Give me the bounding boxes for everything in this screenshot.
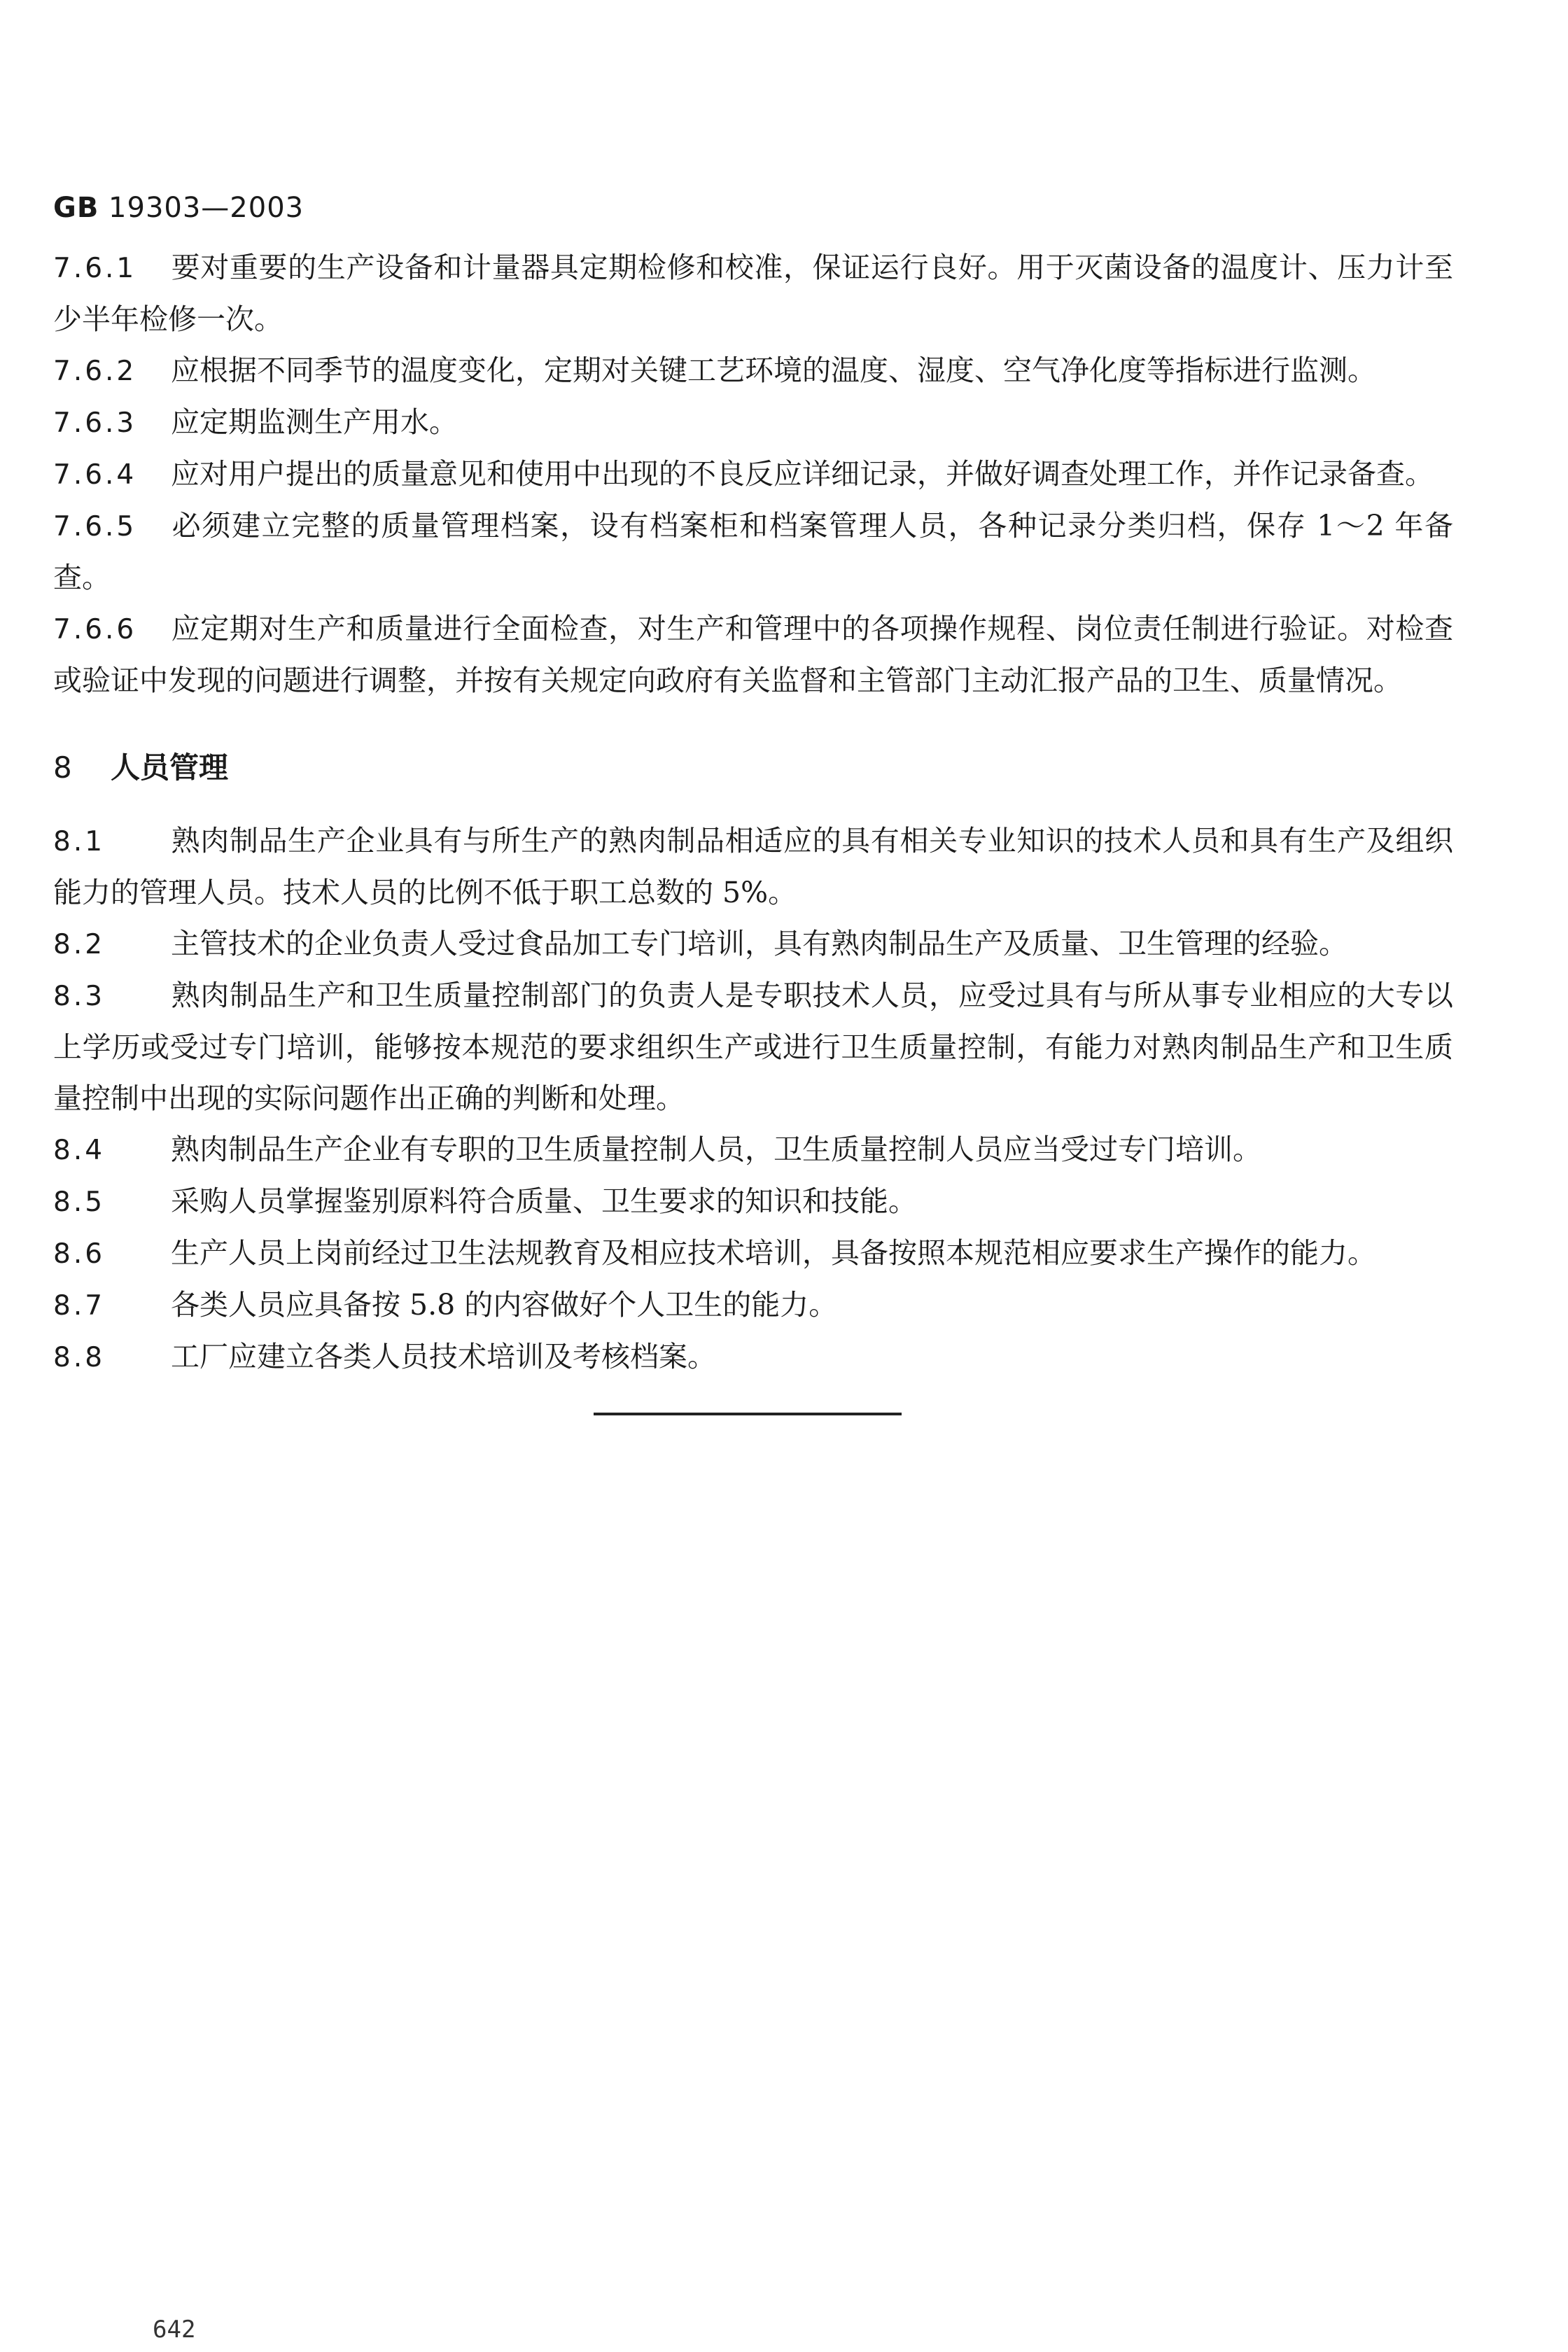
clause-7-6-5	[53, 500, 1453, 603]
clause-number: 8.7	[53, 1290, 106, 1322]
section-heading-personnel-management	[53, 747, 1453, 789]
clause-number: 7.6.6	[53, 614, 137, 645]
clause-number: 7.6.4	[53, 459, 137, 491]
clause-8-4	[53, 1124, 1453, 1176]
clause-number: 7.6.2	[53, 356, 137, 387]
clause-number: 8.3	[53, 981, 106, 1012]
clause-8-7	[53, 1280, 1453, 1331]
standard-number-header	[53, 192, 304, 224]
clause-number: 8.5	[53, 1186, 106, 1218]
clause-number: 8.4	[53, 1135, 106, 1166]
clause-number: 8.2	[53, 929, 106, 960]
clause-8-3	[53, 970, 1453, 1124]
section-title: 人员管理	[111, 750, 229, 785]
clause-8-6	[53, 1228, 1453, 1280]
document-body	[53, 242, 1453, 1383]
clause-text: 应定期对生产和质量进行全面检查，对生产和管理中的各项操作规程、岗位责任制进行验证。对检查或验证中发现的问题进行调整，并按有关规定向政府有关监督和主管部门主动汇报产品的卫生、质量情况。	[53, 612, 1453, 697]
clause-7-6-4	[53, 449, 1453, 500]
clause-number: 8.8	[53, 1342, 106, 1373]
clause-number: 8.1	[53, 826, 106, 858]
end-of-text-rule	[594, 1413, 902, 1415]
clause-text: 应定期监测生产用水。	[171, 405, 458, 439]
clause-text: 熟肉制品生产企业有专职的卫生质量控制人员，卫生质量控制人员应当受过专门培训。	[171, 1133, 1261, 1166]
clause-text: 必须建立完整的质量管理档案，设有档案柜和档案管理人员，各种记录分类归档，保存 1～2 年备查。	[53, 509, 1453, 594]
standard-number: 19303—2003	[108, 192, 304, 224]
clause-text: 要对重要的生产设备和计量器具定期检修和校准，保证运行良好。用于灭菌设备的温度计、压力计至少半年检修一次。	[53, 251, 1453, 336]
clause-text: 采购人员掌握鉴别原料符合质量、卫生要求的知识和技能。	[171, 1184, 917, 1218]
clause-7-6-6	[53, 603, 1453, 706]
clause-text: 各类人员应具备按 5.8 的内容做好个人卫生的能力。	[171, 1288, 838, 1322]
clause-text: 应根据不同季节的温度变化，定期对关键工艺环境的温度、湿度、空气净化度等指标进行监测。	[171, 354, 1376, 387]
standard-prefix: GB	[53, 192, 99, 224]
clause-8-2	[53, 918, 1453, 970]
clause-8-8	[53, 1331, 1453, 1383]
clause-text: 生产人员上岗前经过卫生法规教育及相应技术培训，具备按照本规范相应要求生产操作的能力。	[171, 1236, 1376, 1270]
clause-text: 熟肉制品生产和卫生质量控制部门的负责人是专职技术人员，应受过具有与所从事专业相应的大专以上学历或受过专门培训，能够按本规范的要求组织生产或进行卫生质量控制，有能力对熟肉制品生产和卫生质量控制中出现的实际问题作出正确的判断和处理。	[53, 979, 1453, 1115]
clause-text: 主管技术的企业负责人受过食品加工专门培训，具有熟肉制品生产及质量、卫生管理的经验。	[171, 927, 1348, 960]
clause-number: 7.6.5	[53, 511, 137, 542]
clause-text: 工厂应建立各类人员技术培训及考核档案。	[171, 1340, 716, 1373]
clause-number: 7.6.1	[53, 253, 137, 284]
clause-7-6-1	[53, 242, 1453, 345]
clause-number: 8.6	[53, 1238, 106, 1270]
page-number: 642	[153, 2316, 196, 2344]
clause-number: 7.6.3	[53, 407, 137, 439]
section-number: 8	[53, 750, 72, 785]
clause-7-6-2	[53, 345, 1453, 397]
clause-7-6-3	[53, 397, 1453, 449]
clause-text: 应对用户提出的质量意见和使用中出现的不良反应详细记录，并做好调查处理工作，并作记录备查。	[171, 457, 1434, 491]
clause-text: 熟肉制品生产企业具有与所生产的熟肉制品相适应的具有相关专业知识的技术人员和具有生产及组织能力的管理人员。技术人员的比例不低于职工总数的 5%。	[53, 824, 1453, 909]
clause-8-5	[53, 1176, 1453, 1228]
clause-8-1	[53, 816, 1453, 918]
